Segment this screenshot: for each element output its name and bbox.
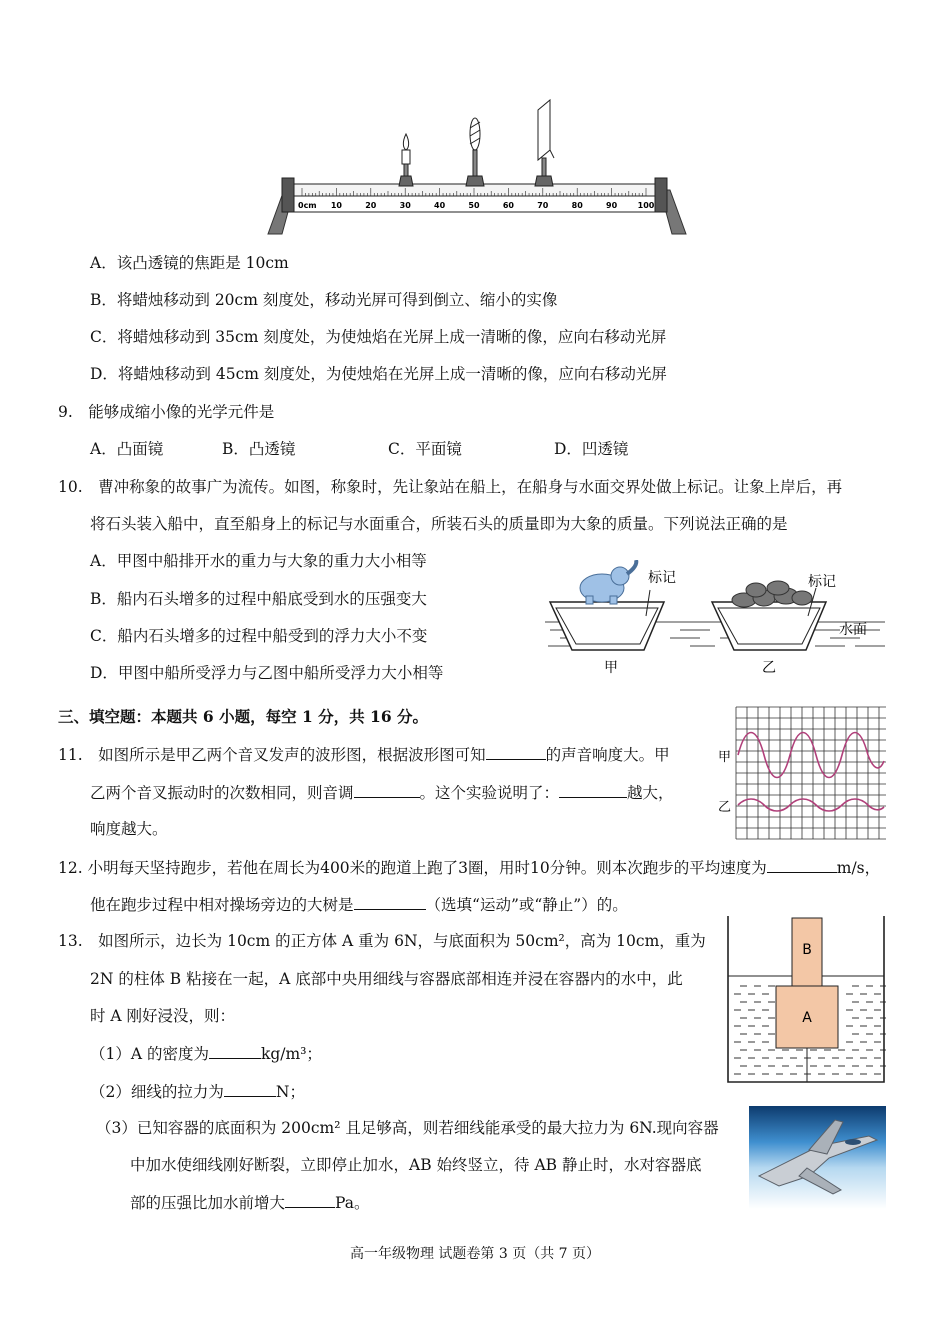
waveform-grid <box>736 707 886 839</box>
q12-line1-text-a: 12. 小明每天坚持跑步，若他在周长为400米的跑道上跑了3圈，用时10分钟。则本次跑步的平均速度为 <box>58 859 767 877</box>
boats-figure <box>540 560 890 680</box>
jet-icon <box>749 1106 886 1209</box>
q12-blank-2 <box>354 893 426 910</box>
q8-option-b: B．将蜡烛移动到 20cm 刻度处，移动光屏可得到倒立、缩小的实像 <box>90 291 558 309</box>
candle <box>399 134 413 186</box>
waveform-figure <box>716 705 888 841</box>
q13-line1: 13. 如图所示，边长为 10cm 的正方体 A 重为 6N，与底面积为 50cm²，高为 10cm，重为 <box>58 932 706 950</box>
q11-line2-text-b: 。这个实验说明了： <box>419 784 560 802</box>
q9-option-c: C．平面镜 <box>388 440 462 458</box>
stones <box>732 581 812 607</box>
q13-sub3-line2: 中加水使细线刚好断裂，立即停止加水，AB 始终竖立，待 AB 静止时，水对容器底 <box>130 1156 702 1174</box>
q8-option-a: A．该凸透镜的焦距是 10cm <box>90 254 289 272</box>
ruler-label: 20 <box>365 201 377 210</box>
light-screen <box>535 100 554 186</box>
q9-option-b: B．凸透镜 <box>222 440 296 458</box>
ruler-label: 90 <box>606 201 618 210</box>
q8-option-c: C．将蜡烛移动到 35cm 刻度处，为使烛焰在光屏上成一清晰的像，应向右移动光屏 <box>90 328 667 346</box>
q11-line3: 响度越大。 <box>90 820 168 838</box>
q11-line2 <box>90 781 674 804</box>
q13-line2: 2N 的柱体 B 粘接在一起，A 底部中央用细线与容器底部相连并浸在容器内的水中，此 <box>90 970 683 988</box>
q11-line2-text-c: 越大， <box>627 784 674 802</box>
q9-option-d: D．凹透镜 <box>554 440 629 458</box>
q9-option-a: A．凸面镜 <box>90 440 164 458</box>
q12-line1-text-b: m/s， <box>836 859 881 877</box>
q12-line2-text-a: 他在跑步过程中相对操场旁边的大树是 <box>90 896 354 914</box>
jet-photo <box>749 1106 886 1209</box>
block-a-label: A <box>802 1010 812 1026</box>
q13-sub2 <box>90 1080 305 1103</box>
q10-stem-line2: 将石头装入船中，直至船身上的标记与水面重合，所装石头的质量即为大象的质量。下列说法正确的是 <box>90 515 788 533</box>
q12-blank-1 <box>767 856 837 873</box>
q10-stem-line1: 10. 曹冲称象的故事广为流传。如图，称象时，先让象站在船上，在船身与水面交界处做上标记。让象上岸后，再 <box>58 478 843 496</box>
wave-label-jia: 甲 <box>718 750 732 765</box>
q11-blank-3 <box>559 781 627 798</box>
label-jia: 甲 <box>604 660 618 676</box>
section3-heading: 三、填空题：本题共 6 小题，每空 1 分，共 16 分。 <box>58 707 429 726</box>
ruler-label: 10 <box>330 201 342 210</box>
q13-sub3-line1: （3）已知容器的底面积为 200cm² 且足够高，则若细线能承受的最大拉力为 6N.现向容器 <box>96 1119 719 1137</box>
wave-label-yi: 乙 <box>718 800 732 815</box>
q8-option-d: D．将蜡烛移动到 45cm 刻度处，为使烛焰在光屏上成一清晰的像，应向右移动光屏 <box>90 365 667 383</box>
q12-line2 <box>90 893 628 916</box>
q10-option-c: C．船内石头增多的过程中船受到的浮力大小不变 <box>90 627 428 645</box>
q10-option-a: A．甲图中船排开水的重力与大象的重力大小相等 <box>90 552 427 570</box>
q13-sub3-text-b: Pa。 <box>335 1194 370 1212</box>
q11-line1-text-a: 11. 如图所示是甲乙两个音叉发声的波形图，根据波形图可知 <box>58 746 486 764</box>
q12-line2-text-b: （选填“运动”或“静止”）的。 <box>425 896 628 914</box>
q11-blank-2 <box>354 781 420 798</box>
q11-line2-text-a: 乙两个音叉振动时的次数相同，则音调 <box>90 784 354 802</box>
q13-sub2-text-a: （2）细线的拉力为 <box>90 1083 224 1101</box>
q13-sub3-text-a: 部的压强比加水前增大 <box>130 1194 286 1212</box>
q13-sub1 <box>90 1042 322 1065</box>
ruler-label: 0cm <box>298 201 317 210</box>
q9-stem: 9. 能够成缩小像的光学元件是 <box>58 403 275 421</box>
water-surface-label: 水面 <box>839 622 867 638</box>
q13-blank-2 <box>224 1080 276 1097</box>
ruler-label: 100 <box>637 201 655 210</box>
q13-blank-1 <box>209 1042 261 1059</box>
q11-line1 <box>58 743 670 766</box>
elephant <box>580 560 636 604</box>
ruler-label: 60 <box>502 201 514 210</box>
label-yi: 乙 <box>762 660 776 676</box>
mark-label-right: 标记 <box>808 574 836 590</box>
mark-label-left: 标记 <box>648 570 676 586</box>
q11-line1-text-b: 的声音响度大。甲 <box>545 746 670 764</box>
ruler-label: 40 <box>434 201 446 210</box>
optical-bench-figure <box>262 98 692 238</box>
q10-option-d: D．甲图中船所受浮力与乙图中船所受浮力大小相等 <box>90 664 444 682</box>
page-footer: 高一年级物理 试题卷第 3 页（共 7 页） <box>349 1246 601 1262</box>
q13-line3: 时 A 刚好浸没，则： <box>90 1007 236 1025</box>
q10-option-b: B．船内石头增多的过程中船底受到水的压强变大 <box>90 590 427 608</box>
q13-sub1-text-b: kg/m³； <box>260 1045 322 1063</box>
q13-sub2-text-b: N； <box>275 1083 305 1101</box>
q12-line1 <box>58 856 880 879</box>
ruler-label: 80 <box>571 201 583 210</box>
q11-blank-1 <box>486 743 546 760</box>
wave-yi <box>738 799 884 811</box>
q13-sub1-text-a: （1）A 的密度为 <box>90 1045 209 1063</box>
container-figure <box>726 914 886 1084</box>
wave-jia <box>738 733 884 778</box>
convex-lens <box>466 118 484 186</box>
q13-sub3-line3 <box>130 1191 370 1214</box>
ruler-label: 50 <box>468 201 480 210</box>
q13-blank-3 <box>285 1191 335 1208</box>
block-b-label: B <box>802 942 812 958</box>
ruler-label: 30 <box>399 201 411 210</box>
ruler-label: 70 <box>537 201 549 210</box>
